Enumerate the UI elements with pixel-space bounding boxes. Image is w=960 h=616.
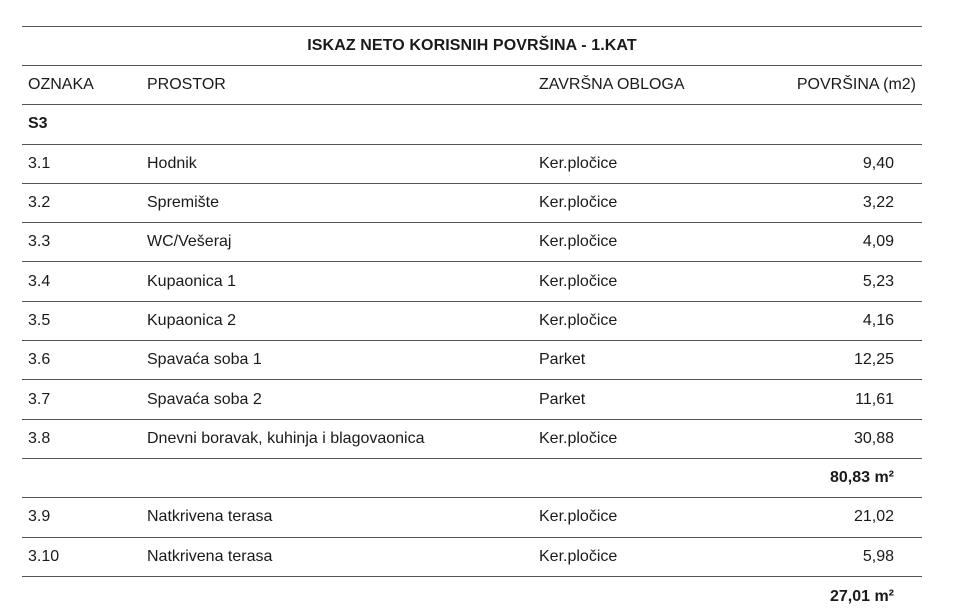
subtotal-value: 80,83 m² bbox=[829, 469, 894, 487]
cell-oznaka: 3.7 bbox=[28, 390, 51, 408]
header-prostor: PROSTOR bbox=[147, 76, 226, 94]
cell-prostor: Spavaća soba 1 bbox=[147, 351, 262, 369]
section-label: S3 bbox=[28, 115, 48, 133]
cell-obloga: Ker.pločice bbox=[539, 508, 618, 526]
rows-group-1 bbox=[22, 145, 922, 459]
cell-oznaka: 3.5 bbox=[28, 311, 51, 329]
cell-obloga: Parket bbox=[539, 390, 586, 408]
section-row bbox=[22, 105, 922, 144]
table-row bbox=[22, 420, 922, 459]
cell-povrsina: 3,22 bbox=[862, 194, 894, 212]
cell-prostor: Hodnik bbox=[147, 154, 197, 172]
cell-oznaka: 3.2 bbox=[28, 194, 51, 212]
header-oznaka: OZNAKA bbox=[28, 76, 94, 94]
table-row bbox=[22, 223, 922, 262]
cell-obloga: Ker.pločice bbox=[539, 233, 618, 251]
subtotal-value: 27,01 m² bbox=[829, 587, 894, 605]
cell-povrsina: 5,23 bbox=[862, 272, 894, 290]
cell-prostor: Kupaonica 1 bbox=[147, 272, 236, 290]
cell-prostor: Spremište bbox=[147, 194, 220, 212]
cell-obloga: Ker.pločice bbox=[539, 429, 618, 447]
table-row bbox=[22, 341, 922, 380]
cell-oznaka: 3.6 bbox=[28, 351, 51, 369]
cell-obloga: Ker.pločice bbox=[539, 311, 618, 329]
table-row bbox=[22, 538, 922, 577]
cell-povrsina: 11,61 bbox=[855, 390, 894, 408]
cell-oznaka: 3.3 bbox=[28, 233, 51, 251]
area-table bbox=[22, 26, 922, 616]
cell-obloga: Parket bbox=[539, 351, 586, 369]
table-row bbox=[22, 262, 922, 301]
header-row bbox=[22, 66, 922, 105]
cell-oznaka: 3.1 bbox=[28, 154, 51, 172]
cell-povrsina: 4,16 bbox=[862, 311, 894, 329]
cell-oznaka: 3.10 bbox=[28, 547, 60, 565]
cell-povrsina: 5,98 bbox=[862, 547, 894, 565]
subtotal-row bbox=[22, 459, 922, 498]
cell-oznaka: 3.8 bbox=[28, 429, 51, 447]
cell-povrsina: 4,09 bbox=[862, 233, 894, 251]
table-row bbox=[22, 498, 922, 537]
cell-prostor: Dnevni boravak, kuhinja i blagovaonica bbox=[147, 429, 425, 447]
subtotal-row bbox=[22, 577, 922, 616]
cell-povrsina: 9,40 bbox=[862, 154, 894, 172]
cell-prostor: Natkrivena terasa bbox=[147, 547, 273, 565]
cell-obloga: Ker.pločice bbox=[539, 154, 618, 172]
header-obloga: ZAVRŠNA OBLOGA bbox=[539, 76, 685, 94]
cell-prostor: Spavaća soba 2 bbox=[147, 390, 262, 408]
cell-prostor: Kupaonica 2 bbox=[147, 311, 236, 329]
cell-oznaka: 3.9 bbox=[28, 508, 51, 526]
cell-prostor: WC/Vešeraj bbox=[147, 233, 232, 251]
table-row bbox=[22, 302, 922, 341]
cell-obloga: Ker.pločice bbox=[539, 194, 618, 212]
cell-obloga: Ker.pločice bbox=[539, 272, 618, 290]
cell-povrsina: 12,25 bbox=[853, 351, 894, 369]
table-row bbox=[22, 184, 922, 223]
table-row bbox=[22, 380, 922, 419]
cell-prostor: Natkrivena terasa bbox=[147, 508, 273, 526]
table-row bbox=[22, 145, 922, 184]
rows-group-2 bbox=[22, 498, 922, 577]
cell-obloga: Ker.pločice bbox=[539, 547, 618, 565]
cell-oznaka: 3.4 bbox=[28, 272, 51, 290]
cell-povrsina: 21,02 bbox=[853, 508, 894, 526]
cell-povrsina: 30,88 bbox=[853, 429, 894, 447]
table-title: ISKAZ NETO KORISNIH POVRŠINA - 1.KAT bbox=[22, 26, 922, 66]
header-povrsina: POVRŠINA (m2) bbox=[796, 76, 916, 94]
